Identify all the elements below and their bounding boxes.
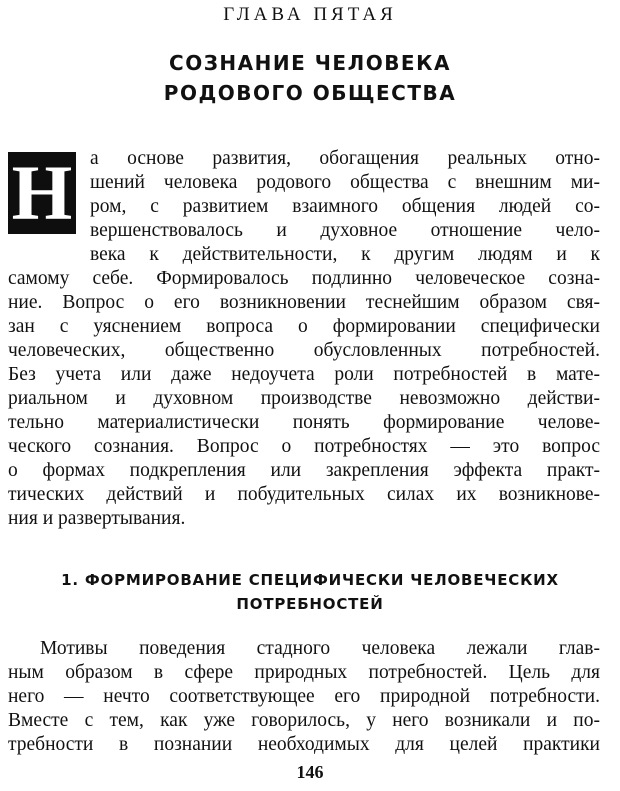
drop-cap: Н (8, 152, 76, 234)
intro-line-3: ром, с развитием взаимного общения людей со- (90, 196, 600, 217)
chapter-heading: ГЛАВА ПЯТАЯ (223, 4, 397, 25)
section-heading-line-1: 1. ФОРМИРОВАНИЕ СПЕЦИФИЧЕСКИ ЧЕЛОВЕЧЕСКИХ (61, 571, 559, 589)
section-line-3: него — нечто соответствующее его природной потребности. (8, 686, 600, 707)
intro-line-2: шений человека родового общества с внешним ми- (90, 172, 600, 193)
intro-line-7: ние. Вопрос о его возникновении теснейшим образом свя- (8, 292, 600, 313)
section-line-1: Мотивы поведения стадного человека лежали глав- (40, 638, 600, 659)
section-heading-line-2: ПОТРЕБНОСТЕЙ (236, 595, 384, 613)
section-line-4: Вместе с тем, как уже говорилось, у него возникали и по- (8, 710, 600, 731)
intro-line-6: самому себе. Формировалось подлинно человеческое созна- (8, 268, 600, 289)
intro-line-14: о формах подкрепления или закрепления эффекта практ- (8, 460, 600, 481)
intro-line-1: а основе развития, обогащения реальных отно- (90, 148, 600, 169)
chapter-title-line-2: РОДОВОГО ОБЩЕСТВА (163, 81, 457, 105)
intro-line-4: вершенствовалось и духовное отношение чело- (90, 220, 600, 241)
page-number: 146 (296, 762, 324, 782)
section-line-5: требности в познании необходимых для целей практики (8, 734, 600, 755)
intro-line-11: риальном и духовном производстве невозможно действи- (8, 388, 600, 409)
intro-line-13: ческого сознания. Вопрос о потребностях — это вопрос (8, 436, 600, 457)
chapter-title (0, 48, 620, 108)
intro-line-9: человеческих, общественно обусловленных потребностей. (8, 340, 600, 361)
intro-line-8: зан с уяснением вопроса о формировании специфически (8, 316, 600, 337)
intro-line-5: века к действительности, к другим людям и к (90, 244, 600, 265)
intro-line-10: Без учета или даже недоучета роли потребностей в мате- (8, 364, 600, 385)
section-line-2: ным образом в сфере природных потребностей. Цель для (8, 662, 600, 683)
chapter-title-line-1: СОЗНАНИЕ ЧЕЛОВЕКА (169, 51, 451, 75)
intro-line-12: тельно материалистически понять формирование челове- (8, 412, 600, 433)
intro-line-15: тических действий и побудительных силах их возникнове- (8, 484, 600, 505)
intro-line-16: ния и развертывания. (8, 508, 186, 529)
